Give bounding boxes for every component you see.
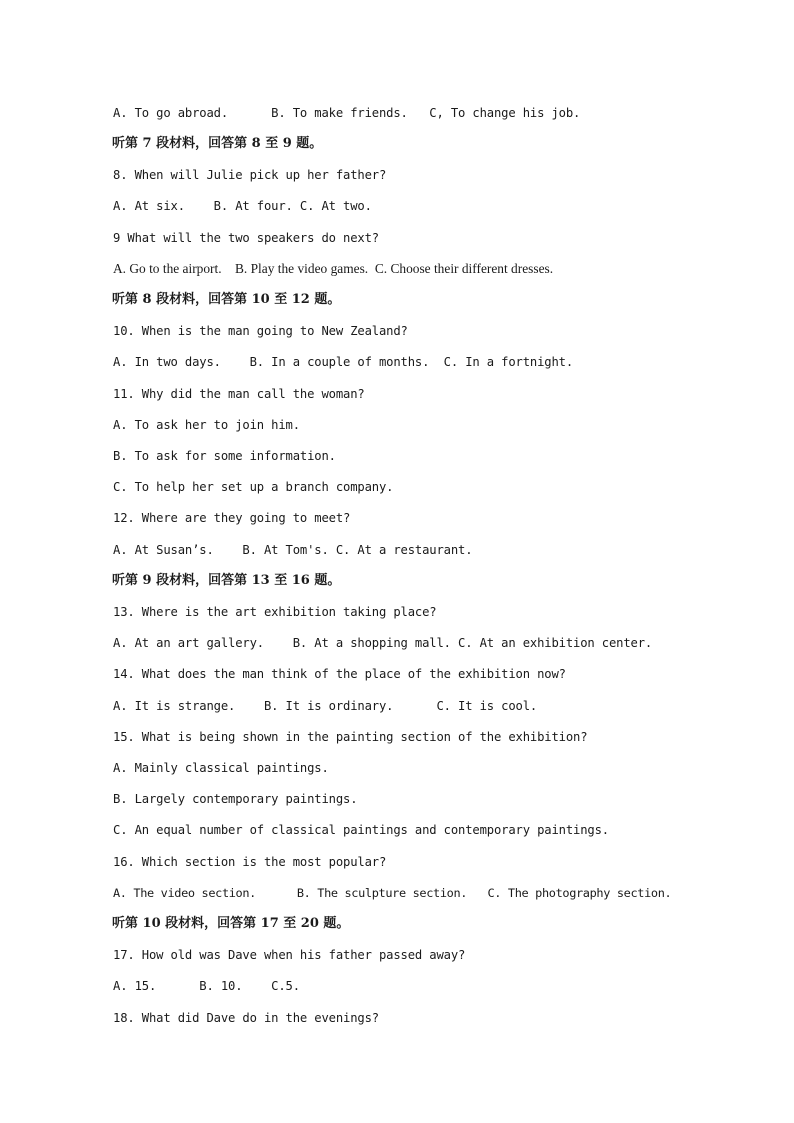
q11-option-a: A. To ask her to join him.	[113, 418, 300, 432]
question-13: 13. Where is the art exhibition taking place?	[113, 605, 437, 619]
question-18: 18. What did Dave do in the evenings?	[113, 1011, 379, 1025]
section-heading-7: 听第 7 段材料，回答第 8 至 9 题。	[112, 136, 323, 151]
q13-options: A. At an art gallery. B. At a shopping mall. C. At an exhibition center.	[113, 636, 653, 650]
q12-options: A. At Susan’s. B. At Tom's. C. At a restaurant.	[113, 543, 473, 557]
q8-options: A. At six. B. At four. C. At two.	[113, 199, 372, 213]
q17-options: A. 15. B. 10. C.5.	[113, 979, 300, 993]
q11-option-c: C. To help her set up a branch company.	[113, 480, 394, 494]
section-heading-8: 听第 8 段材料，回答第 10 至 12 题。	[112, 292, 341, 307]
section-heading-9: 听第 9 段材料，回答第 13 至 16 题。	[112, 573, 341, 588]
question-10: 10. When is the man going to New Zealand?	[113, 324, 408, 338]
q7-options: A. To go abroad. B. To make friends. C, To change his job.	[113, 106, 581, 120]
question-8: 8. When will Julie pick up her father?	[113, 168, 387, 182]
section-heading-10: 听第 10 段材料，回答第 17 至 20 题。	[112, 916, 350, 931]
question-15: 15. What is being shown in the painting section of the exhibition?	[113, 730, 588, 744]
q9-options: A. Go to the airport. B. Play the video games. C. Choose their different dresses.	[113, 261, 554, 276]
question-16: 16. Which section is the most popular?	[113, 855, 387, 869]
q15-option-c: C. An equal number of classical paintings and contemporary paintings.	[113, 823, 609, 837]
q15-option-a: A. Mainly classical paintings.	[113, 761, 329, 775]
q15-option-b: B. Largely contemporary paintings.	[113, 792, 358, 806]
q10-options: A. In two days. B. In a couple of months. C. In a fortnight.	[113, 355, 573, 369]
question-14: 14. What does the man think of the place of the exhibition now?	[113, 667, 566, 681]
question-12: 12. Where are they going to meet?	[113, 511, 351, 525]
question-17: 17. How old was Dave when his father passed away?	[113, 948, 466, 962]
q16-options: A. The video section. B. The sculpture section. C. The photography section.	[113, 886, 672, 900]
q11-option-b: B. To ask for some information.	[113, 449, 336, 463]
question-11: 11. Why did the man call the woman?	[113, 387, 365, 401]
q14-options: A. It is strange. B. It is ordinary. C. It is cool.	[113, 699, 538, 713]
question-9: 9 What will the two speakers do next?	[113, 231, 379, 245]
